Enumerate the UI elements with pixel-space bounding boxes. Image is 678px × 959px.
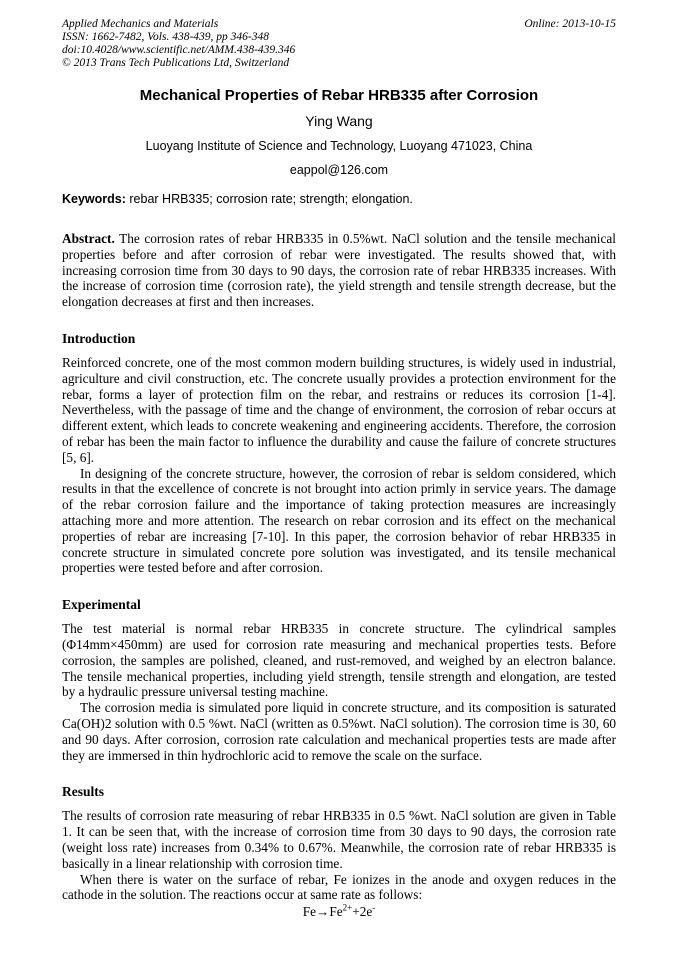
results-paragraph-2: When there is water on the surface of rebar, Fe ionizes in the anode and oxygen reduces in the cathode in the solution. The reactions occur at same rate as follows: [62, 871, 616, 903]
equation-base-2: +2e [352, 904, 373, 920]
experimental-paragraph-1: The test material is normal rebar HRB335 in concrete structure. The cylindrical samples (Φ14mm×450mm) are used for corrosion rate measuring and mechanical properties tests. Before corrosion, the samples are polished, cleaned, and rust-removed, and weighed by an electron balance. The tensile mechanical properties, including yield strength, tensile strength and elongation, are tested by a hydraulic pressure universal testing machine. [62, 621, 616, 700]
online-date: Online: 2013-10-15 [524, 18, 616, 30]
keywords-label: Keywords: [62, 192, 126, 206]
copyright-line: © 2013 Trans Tech Publications Ltd, Switzerland [62, 57, 290, 69]
author-email: eappol@126.com [289, 163, 389, 177]
chemical-equation [62, 904, 616, 920]
equation-superscript-1: 2+ [342, 902, 353, 913]
author-name: Ying Wang [305, 113, 373, 129]
journal-meta-block [62, 18, 295, 70]
abstract [62, 231, 616, 310]
abstract-label: Abstract. [62, 231, 115, 246]
section-heading-results: Results [62, 784, 105, 800]
section-heading-experimental: Experimental [62, 597, 141, 613]
paper-title: Mechanical Properties of Rebar HRB335 after Corrosion [139, 87, 539, 104]
journal-header [62, 18, 616, 70]
results-paragraph-1: The results of corrosion rate measuring of rebar HRB335 in 0.5 %wt. NaCl solution are given in Table 1. It can be seen that, with the increase of corrosion time from 30 days to 90 days, the corrosion rate (weight loss rate) increases from 0.34% to 0.67%. Meanwhile, the corrosion rate of rebar HRB335 is basically in a linear relationship with corrosion time. [62, 808, 616, 871]
front-matter [62, 87, 616, 178]
affiliation: Luoyang Institute of Science and Technology, Luoyang 471023, China [145, 139, 533, 153]
introduction-paragraph-1: Reinforced concrete, one of the most common modern building structures, is widely used in industrial, agriculture and civil construction, etc. The concrete usually provides a protection environment for the rebar, forms a layer of protection film on the rebar, and restrains or reduces its corrosion [1-4]. Nevertheless, with the passage of time and the change of environment, the corrosion of rebar occurs at different extent, which leads to concrete weakening and engineering accidents. Therefore, the corrosion of rebar has been the main factor to influence the durability and cause the failure of concrete structures [5, 6]. [62, 354, 616, 465]
section-heading-introduction: Introduction [62, 330, 136, 346]
experimental-paragraph-2: The corrosion media is simulated pore liquid in concrete structure, and its composition is saturated Ca(OH)2 solution with 0.5 %wt. NaCl (written as 0.5%wt. NaCl solution). The corrosion time is 30, 60 and 90 days. After corrosion, corrosion rate calculation and mechanical properties tests are made after they are immersed in thin hydrochloric acid to remove the scale on the surface. [62, 700, 616, 763]
doi-line: doi:10.4028/www.scientific.net/AMM.438-439.346 [62, 44, 296, 56]
issn-line: ISSN: 1662-7482, Vols. 438-439, pp 346-348 [62, 31, 269, 43]
keywords-line [62, 192, 616, 207]
equation-superscript-2: - [372, 902, 376, 913]
equation-base-1: Fe→Fe [302, 904, 343, 920]
abstract-text: The corrosion rates of rebar HRB335 in 0.5%wt. NaCl solution and the tensile mechanical properties before and after corrosion of rebar were investigated. The results showed that, with increasing corrosion time from 30 days to 90 days, the corrosion rate of rebar HRB335 increases. With the increase of corrosion time (corrosion rate), the yield strength and tensile strength decrease, but the elongation decreases at first and then increases. [62, 231, 616, 310]
journal-title: Applied Mechanics and Materials [62, 18, 219, 30]
keywords-text: rebar HRB335; corrosion rate; strength; elongation. [129, 192, 413, 206]
introduction-paragraph-2: In designing of the concrete structure, however, the corrosion of rebar is seldom considered, which results in that the excellence of concrete is not brought into action primly in service years. The damage of the rebar corrosion failure and the importance of taking protection measures are increasingly attaching more and more attention. The research on rebar corrosion and its effect on the mechanical properties of rebar are increasing [7-10]. In this paper, the corrosion behavior of rebar HRB335 in concrete structure in simulated concrete pore solution was investigated, and its tensile mechanical properties were tested before and after corrosion. [62, 465, 616, 576]
